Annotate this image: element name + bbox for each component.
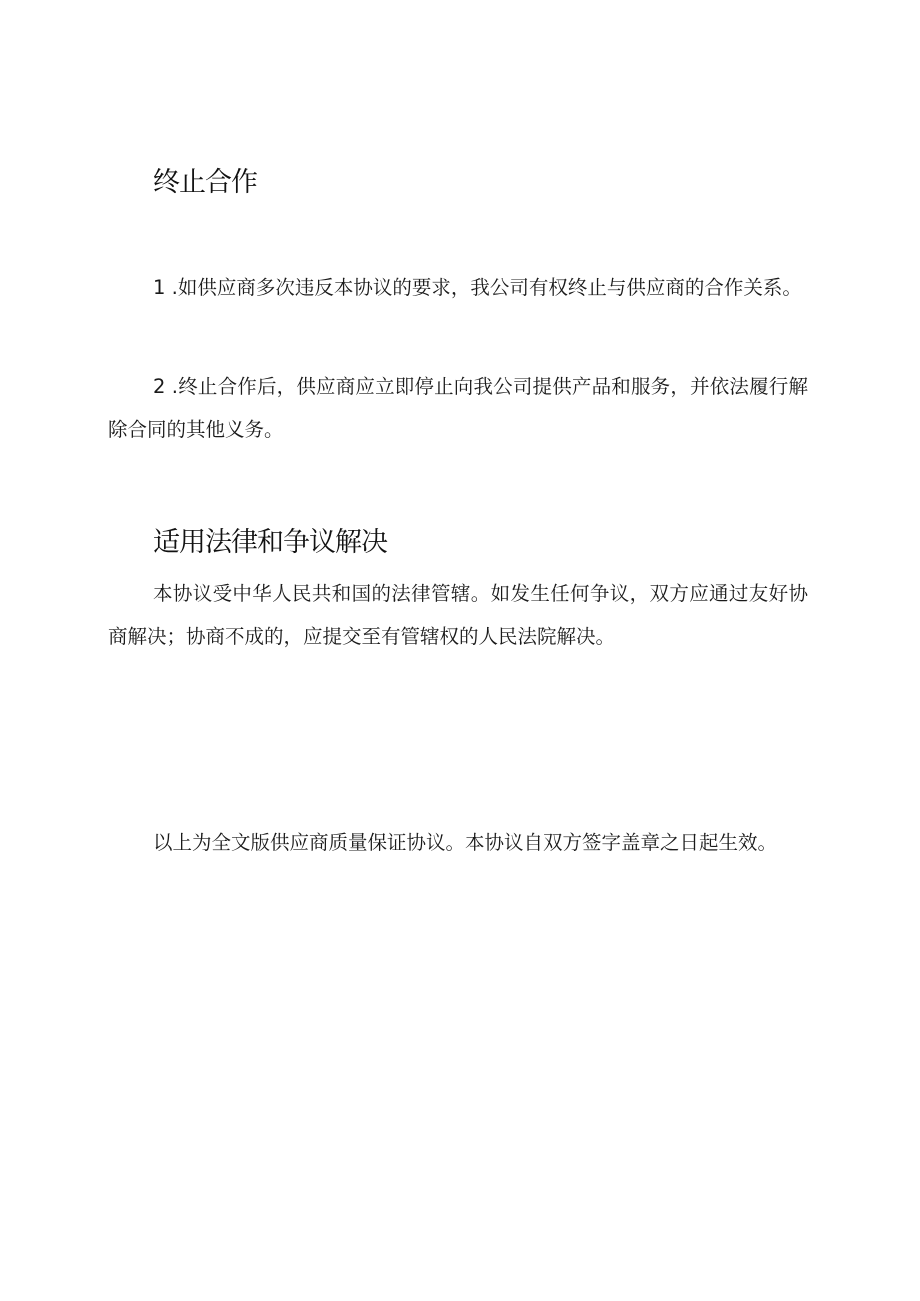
section-title-law: 适用法律和争议解决 [153,527,387,558]
law-paragraph: 本协议受中华人民共和国的法律管辖。如发生任何争议，双方应通过友好协商解决；协商不成的，应提交至有管辖权的人民法院解决。 [108,582,808,648]
termination-item-1-text: .如供应商多次违反本协议的要求，我公司有权终止与供应商的合作关系。 [165,276,802,299]
termination-item-2-number: 2 [153,375,166,398]
termination-item-2-text: .终止合作后，供应商应立即停止向我公司提供产品和服务，并依法履行解除合同的其他义务。 [108,375,808,441]
closing-paragraph: 以上为全文版供应商质量保证协议。本协议自双方签字盖章之日起生效。 [153,831,778,854]
termination-item-2 [108,365,808,451]
termination-item-1 [108,266,808,309]
section-title-termination: 终止合作 [153,167,257,198]
termination-item-1-number: 1 [153,276,166,299]
